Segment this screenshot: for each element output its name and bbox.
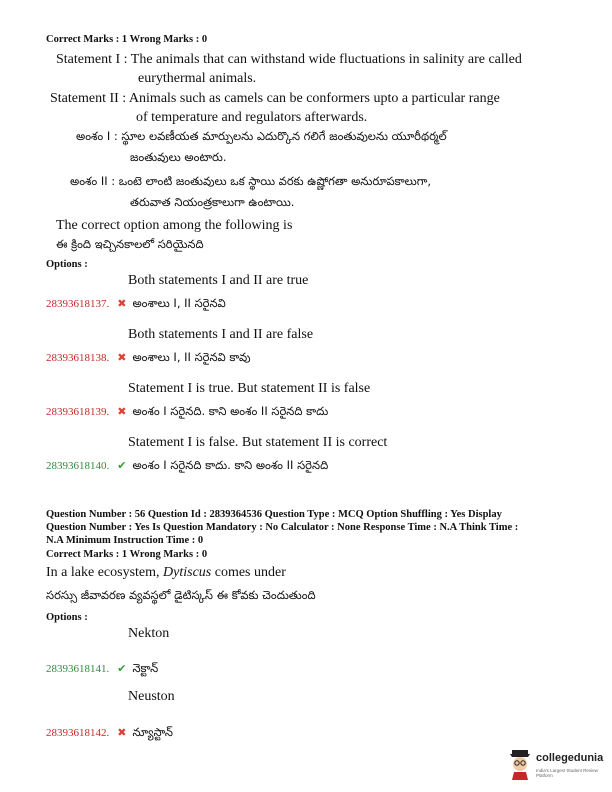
q2-prompt-en bbox=[46, 565, 286, 581]
cross-icon: ✖ bbox=[117, 298, 127, 310]
q1-statement-1-en-cont: eurythermal animals. bbox=[138, 71, 257, 86]
logo-mascot-icon bbox=[506, 748, 534, 782]
q2-marks: Correct Marks : 1 Wrong Marks : 0 bbox=[46, 549, 208, 560]
q1-statement-1-te: అంశం I : స్థూల లవణీయత మార్పులను ఎదుర్కొన గలిగే జంతువులను యూరీథర్మల్ bbox=[76, 129, 447, 143]
q1-marks: Correct Marks : 1 Wrong Marks : 0 bbox=[46, 34, 208, 45]
q1-statement-1-te-cont: జంతువులు అంటారు. bbox=[130, 150, 227, 164]
q1-statement-2-te: అంశం II : ఒంటె లాంటి జంతువులు ఒక స్థాయి వరకు ఉష్ణోగతా అనురూపకాలుగా, bbox=[70, 174, 432, 188]
q1-statement-2-en: Statement II : Animals such as camels can be conformers upto a particular range bbox=[50, 91, 500, 106]
q2-options-label: Options : bbox=[46, 612, 88, 623]
cross-icon: ✖ bbox=[117, 727, 127, 739]
cross-icon: ✖ bbox=[117, 352, 127, 364]
q1-option-2-id: 28393618138. bbox=[46, 352, 110, 364]
q1-option-4[interactable] bbox=[46, 456, 328, 475]
logo-title: collegedunia bbox=[536, 752, 604, 764]
check-icon: ✔ bbox=[117, 663, 127, 675]
q1-option-1[interactable] bbox=[46, 294, 226, 313]
q2-option-1[interactable] bbox=[46, 659, 158, 678]
q1-option-3-id: 28393618139. bbox=[46, 406, 110, 418]
q1-statement-1-en: Statement I : The animals that can withstand wide fluctuations in salinity are called bbox=[56, 52, 522, 67]
q2-option-1-text-en: Nekton bbox=[128, 626, 170, 641]
q2-option-2-text-en: Neuston bbox=[128, 689, 175, 704]
q1-options-label: Options : bbox=[46, 259, 88, 270]
check-icon: ✔ bbox=[117, 460, 127, 472]
q1-option-2-text-en: Both statements I and II are false bbox=[128, 327, 314, 342]
q1-prompt-en: The correct option among the following is bbox=[56, 218, 293, 233]
q1-option-4-id: 28393618140. bbox=[46, 460, 110, 472]
q1-statement-2-en-cont: of temperature and regulators afterwards. bbox=[136, 110, 368, 125]
q2-prompt-en-pre: In a lake ecosystem, bbox=[46, 565, 164, 580]
q1-option-3-text-te: అంశం I సరైనది. కాని అంశం II సరైనది కాదు bbox=[132, 404, 329, 418]
q2-option-2-id: 28393618142. bbox=[46, 727, 110, 739]
collegedunia-logo[interactable] bbox=[506, 748, 606, 784]
q2-option-2[interactable] bbox=[46, 723, 173, 742]
q1-option-1-text-en: Both statements I and II are true bbox=[128, 273, 309, 288]
q1-option-2[interactable] bbox=[46, 348, 250, 367]
q2-prompt-en-post: comes under bbox=[211, 565, 286, 580]
q2-meta-line-3: N.A Minimum Instruction Time : 0 bbox=[46, 535, 204, 546]
q1-option-2-text-te: అంశాలు I, II సరైనవి కావు bbox=[132, 350, 251, 364]
q1-option-1-text-te: అంశాలు I, II సరైనవి bbox=[132, 296, 226, 310]
q1-prompt-te: ఈ క్రింది ఇచ్చినకాలలో సరియైనది bbox=[56, 237, 204, 251]
q2-option-1-text-te: నెక్టాన్ bbox=[132, 661, 159, 675]
q1-option-3-text-en: Statement I is true. But statement II is false bbox=[128, 381, 371, 396]
cross-icon: ✖ bbox=[117, 406, 127, 418]
q1-option-1-id: 28393618137. bbox=[46, 298, 110, 310]
q2-meta-line-2: Question Number : Yes Is Question Mandatory : No Calculator : None Response Time : N.A Think Time : bbox=[46, 522, 519, 533]
q1-statement-2-te-cont: తరువాత నియంత్రకాలుగా ఉంటాయి. bbox=[130, 195, 295, 209]
q1-option-3[interactable] bbox=[46, 402, 328, 421]
q2-option-1-id: 28393618141. bbox=[46, 663, 110, 675]
logo-subtitle: India's Largest Student Review Platform bbox=[536, 768, 598, 778]
q2-option-2-text-te: న్యూస్టాన్ bbox=[132, 725, 174, 739]
q1-option-4-text-te: అంశం I సరైనది కాదు. కాని అంశం II సరైనది bbox=[132, 458, 329, 472]
q2-meta-line-1: Question Number : 56 Question Id : 2839364536 Question Type : MCQ Option Shuffling : Yes Display bbox=[46, 509, 502, 520]
q2-prompt-te: సరస్సు జీవావరణ వ్యవస్థలో డైటిస్కస్ ఈ కోవకు చెందుతుంది bbox=[46, 588, 316, 602]
q1-option-4-text-en: Statement I is false. But statement II is correct bbox=[128, 435, 388, 450]
q2-prompt-en-italic: Dytiscus bbox=[163, 565, 212, 580]
